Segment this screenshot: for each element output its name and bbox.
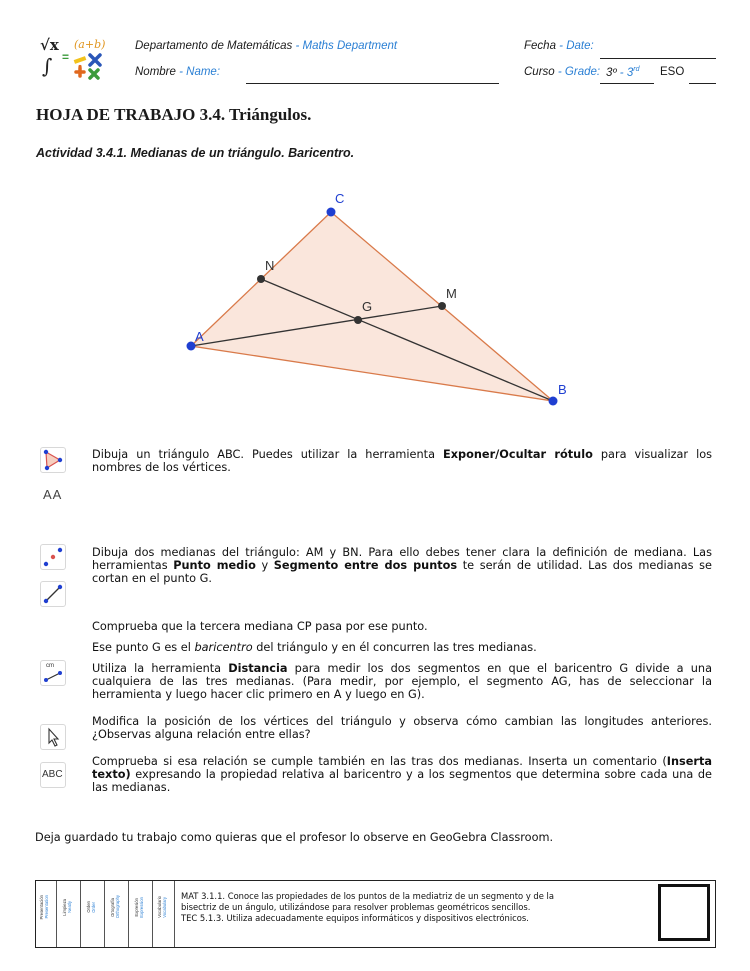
logo-paren: (a+b) bbox=[74, 38, 106, 51]
point-g[interactable] bbox=[354, 316, 362, 324]
insert-text-tool-icon[interactable] bbox=[40, 762, 66, 788]
date-label: Fecha - Date: bbox=[524, 40, 594, 52]
label-g: G bbox=[362, 299, 373, 314]
course-label: Curso - Grade: bbox=[524, 66, 601, 78]
distance-tool-icon[interactable] bbox=[40, 660, 66, 686]
rubric-divider bbox=[104, 881, 105, 947]
instruction-5: Utiliza la herramienta Distancia para medir los dos segmentos en que el baricentro G divide a una cualquiera de las tres medianas. (Para medir, por ejemplo, el segmento AG, has de seleccionar la herramienta y luego hacer clic primero en A y luego en G). bbox=[92, 662, 713, 702]
activity-title: Actividad 3.4.1. Medianas de un triángulo. Baricentro. bbox=[36, 146, 355, 160]
rubric-col-presentation: Presentación Presentation bbox=[39, 894, 49, 920]
segment-tool-icon[interactable] bbox=[40, 581, 66, 607]
instruction-1: Dibuja un triángulo ABC. Puedes utilizar la herramienta Exponer/Ocultar rótulo para visualizar los nombres de los vértices. bbox=[92, 448, 713, 475]
instruction-2: Dibuja dos medianas del triángulo: AM y BN. Para ello debes tener clara la definición de mediana. Las herramientas Punto medio y Segmento entre dos puntos te serán de utilidad. Las dos medianas se cortan en el punto G. bbox=[92, 546, 712, 586]
midpoint-tool-icon[interactable] bbox=[40, 544, 66, 570]
instruction-3: Comprueba que la tercera mediana CP pasa por ese punto. bbox=[92, 620, 428, 633]
label-b: B bbox=[558, 382, 567, 397]
criteria-line-1: MAT 3.1.1. Conoce las propiedades de los puntos de la mediatriz de un segmento y de la bbox=[181, 891, 555, 901]
instruction-6: Modifica la posición de los vértices del triángulo y observa cómo cambian las longitudes anteriores. ¿Observas alguna relación entre ellas? bbox=[92, 715, 712, 742]
rubric-col-orthography: Ortografía Orthography bbox=[110, 895, 120, 919]
label-c: C bbox=[335, 191, 345, 206]
rubric-col-order: Orden Order bbox=[86, 901, 96, 913]
name-label: Nombre - Name: bbox=[135, 66, 221, 78]
vertex-b[interactable] bbox=[549, 397, 558, 406]
point-m[interactable] bbox=[438, 302, 446, 310]
point-n[interactable] bbox=[257, 275, 265, 283]
department-label: Departamento de Matemáticas - Maths Department bbox=[135, 40, 398, 52]
rubric-divider bbox=[56, 881, 57, 947]
logo-equals: = bbox=[62, 50, 70, 64]
logo-sqrt: √x bbox=[40, 36, 59, 54]
grade-value: 3º - 3rd bbox=[606, 66, 640, 79]
label-m: M bbox=[446, 286, 457, 301]
distance-tool-text: cm bbox=[46, 663, 54, 669]
text-tool-label: ABC bbox=[42, 769, 63, 780]
rubric-criteria bbox=[181, 891, 554, 924]
criteria-line-2: bisectriz de un ángulo, utilizándose para resolver problemas geométricos sencillos. bbox=[181, 902, 531, 912]
rubric-divider bbox=[128, 881, 129, 947]
instruction-7: Comprueba si esa relación se cumple también en las tras dos medianas. Inserta un comentario (Inserta texto) expresando la propiedad relativa al baricentro y a los segmentos que determina sobre cada una de las medianas. bbox=[92, 755, 712, 795]
rubric-divider bbox=[80, 881, 81, 947]
triangle-figure bbox=[0, 0, 750, 420]
rubric-divider bbox=[174, 881, 175, 947]
rubric-col-expression: Expresión Expression bbox=[134, 896, 144, 918]
vertex-c[interactable] bbox=[327, 208, 336, 217]
closing-note: Deja guardado tu trabajo como quieras que el profesor lo observe en GeoGebra Classroom. bbox=[35, 831, 554, 844]
move-cursor-tool-icon[interactable] bbox=[40, 724, 66, 750]
logo-integral: ∫ bbox=[42, 54, 53, 78]
label-tool-text: AA bbox=[43, 487, 63, 502]
rubric-col-neatly: Limpieza Neatly bbox=[62, 898, 72, 916]
grade-box[interactable] bbox=[658, 884, 710, 941]
show-hide-label-tool-icon[interactable] bbox=[40, 482, 66, 508]
rubric-divider bbox=[152, 881, 153, 947]
grade-level: ESO bbox=[660, 66, 685, 78]
polygon-tool-icon[interactable] bbox=[40, 447, 66, 473]
label-a: A bbox=[195, 329, 204, 344]
criteria-line-3: TEC 5.1.3. Utiliza adecuadamente equipos informáticos y dispositivos electrónicos. bbox=[181, 913, 529, 923]
instruction-4: Ese punto G es el baricentro del triángulo y en él concurren las tres medianas. bbox=[92, 641, 537, 654]
rubric-box bbox=[35, 880, 716, 948]
rubric-col-vocabulary: Vocabulario Vocabulary bbox=[157, 896, 167, 918]
label-n: N bbox=[265, 258, 275, 273]
worksheet-title: HOJA DE TRABAJO 3.4. Triángulos. bbox=[36, 105, 312, 124]
